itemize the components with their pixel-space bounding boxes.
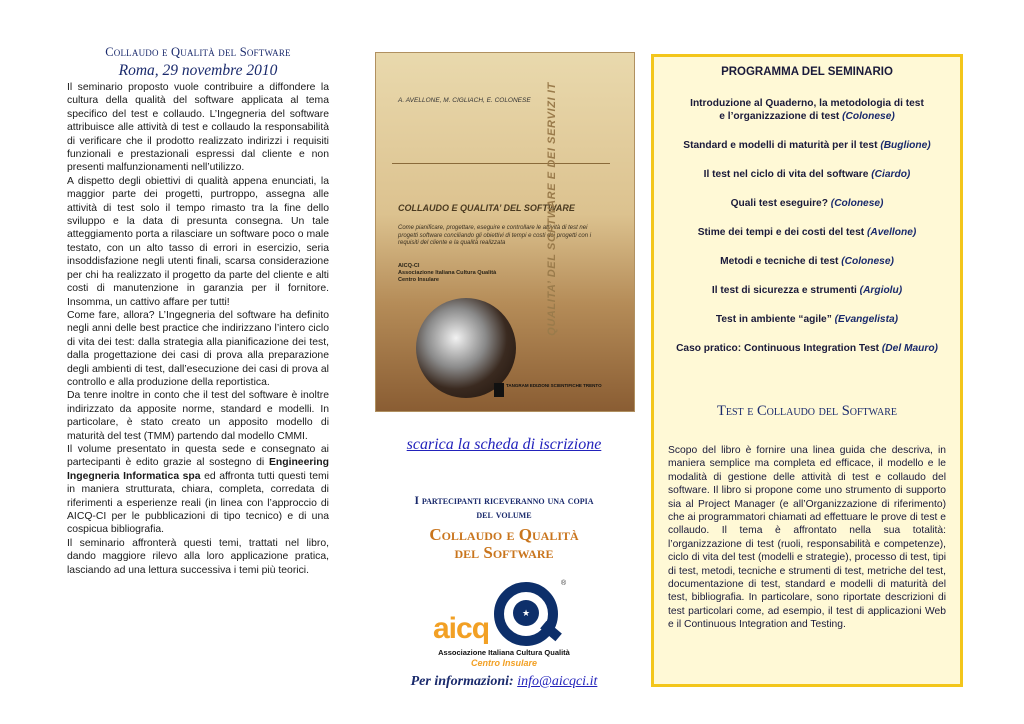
program-item-speaker: (Colonese) [842, 111, 895, 122]
program-item-speaker: (Colonese) [841, 256, 894, 267]
cover-vertical-title: QUALITA’ DEL SOFTWARE E DEI SERVIZI IT [546, 82, 558, 336]
seminar-description [67, 81, 329, 577]
participants-note-line-2: del volume [476, 509, 532, 521]
book-title-large [375, 526, 633, 562]
book-section-heading: Test e Collaudo del Software [717, 403, 897, 419]
program-item [654, 97, 960, 123]
program-item [654, 139, 960, 152]
registered-mark: ® [561, 580, 567, 587]
program-item-speaker: (Avellone) [867, 227, 917, 238]
program-item-title-cont: e l’organizzazione di test [719, 111, 840, 122]
program-item-title: Caso pratico: Continuous Integration Test [676, 343, 880, 354]
book-cover-image [375, 52, 635, 412]
eu-stars-icon: ★ [513, 600, 539, 626]
book-title-line-1: Collaudo e Qualità [429, 525, 579, 544]
program-item-title: Quali test eseguire? [730, 198, 828, 209]
paragraph-5 [67, 443, 329, 537]
program-item-title: Test in ambiente “agile” [715, 314, 832, 325]
program-item-speaker: (Colonese) [830, 198, 884, 209]
program-item [654, 255, 960, 268]
program-panel [651, 54, 963, 687]
program-item-title: Standard e modelli di maturità per il test [683, 140, 878, 151]
program-item-speaker: (Argiolu) [859, 285, 903, 296]
paragraph-3: Come fare, allora? L’Ingegneria del software ha definito negli anni delle best practice che indirizzano l’intero ciclo di vita dei test: dalla strategia alla pianificazione dei test, dalla progettazione dei casi di prova alla preparazione degli ambienti di test, dall’esecuzione dei casi di prova al controllo e alla produzione della reportistica. [67, 309, 329, 388]
program-item-speaker: (Del Mauro) [881, 343, 938, 354]
program-item-speaker: (Buglione) [880, 140, 931, 151]
program-item [654, 284, 960, 297]
contact-email-link[interactable]: info@aicqci.it [517, 674, 598, 689]
contact-info [375, 674, 633, 690]
logo-centro-name: Centro Insulare [470, 658, 537, 668]
paragraph-4: Da tenre inoltre in conto che il test del software è inoltre indirizzato da apposite norme, standard e modelli. In particolare, è stato creato un apposito modello di maturità del test (TMM) partendo dal modello CMMI. [67, 390, 329, 442]
sponsor-name: Engineering Ingegneria Informatica spa [67, 457, 329, 482]
program-item [654, 168, 960, 181]
book-description: Scopo del libro è fornire una linea guida che descriva, in maniera semplice ma completa ed efficace, il modello e le modalità di gestione delle attività di test e collaudo del software. Il libro si propone come uno strumento di supporto sia al Project Manager (e all’Organizzazione di riferimento) che ai programmatori chiamati ad effettuare le prove di test e collaudo. Il tema è affrontato nella sua totalità: l’organizzazione di test (ruoli, responsabilità e competenze), ciclo di vita del test (modelli e strategie), processo di test, tipi di test, metodi, tecniche e strumenti di test, metriche del test, documentazione di test, standard e modelli di maturità del test, bibliografia. In particolare, sono riportate descrizioni di test particolari come, ad esempio, il test di applicazioni Web e il Continuous Integration and Testing. [668, 445, 946, 631]
program-heading: PROGRAMMA DEL SEMINARIO [721, 66, 893, 78]
publisher-logo-icon [494, 383, 504, 397]
cover-org-line-2: Associazione Italiana Cultura Qualità [398, 270, 497, 276]
program-item-speaker: (Evangelista) [834, 314, 899, 325]
cover-rule [392, 163, 610, 164]
program-item-title: Stime dei tempi e dei costi del test [697, 227, 865, 238]
paragraph-1: Il seminario proposto vuole contribuire a diffondere la cultura della qualità del software applicata al tema specifico del test e collaudo. L’Ingegneria del software attribuisce alle attività di test e collaudo la responsabilità di verificare che il prodotto realizzato indirizzi i requisiti funzionali e prestazionali espressi dal cliente e non presenti malfunzionamenti nell’utilizzo. [67, 82, 329, 174]
program-item [654, 313, 960, 326]
cover-org-line-1: AICQ-CI [398, 263, 420, 269]
cover-title: COLLAUDO E QUALITA’ DEL SOFTWARE [398, 203, 575, 213]
seminar-date: Roma, 29 novembre 2010 [118, 62, 278, 79]
participants-note-line-1: I partecipanti riceveranno una copia [414, 495, 594, 507]
program-item-title: Il test nel ciclo di vita del software [703, 169, 869, 180]
program-item [654, 197, 960, 210]
paragraph-6: Il seminario affronterà questi temi, trattati nel libro, dando maggiore rilevo alla loro applicazione pratica, lasciando ad una lettura successiva i temi più teorici. [67, 537, 329, 576]
cover-description: Come pianificare, progettare, eseguire e controllare le attività di test nei progetti software conciliando gli obiettivi di tempi e costi dei progetti con i requisiti del cliente e la qualità realizzata [398, 225, 592, 246]
participants-note [375, 494, 633, 522]
logo-association-name: Associazione Italiana Cultura Qualità [438, 648, 570, 657]
program-item-title: Introduzione al Quaderno, la metodologia di test [690, 98, 924, 109]
program-list [654, 97, 960, 355]
seminar-title: Collaudo e Qualità del Software [105, 45, 291, 59]
middle-column [375, 52, 633, 690]
program-item [654, 342, 960, 355]
aicq-logo [429, 582, 579, 668]
paragraph-5-end: ed affronta tutti questi temi in maniera strutturata, chiara, completa, corredata di riferimenti a esperienze reali (in linea con l’approccio di AICQ-CI per le pubblicazioni di tipo tecnico) e di una cospicua bibliografia. [67, 470, 329, 536]
paragraph-5-start: Il volume presentato in questa sede e consegnato ai partecipanti è edito grazie al sostegno di [67, 443, 329, 469]
paragraph-2: A dispetto degli obiettivi di qualità appena enunciati, la maggior parte dei progetti, purtroppo, assegna alle attività di test solo il tempo rimasto tra la fine dello sviluppo e la data di presunta consegna. Un tale atteggiamento porta a rilasciare un software poco o male testato, con un alto tasso di errori in esercizio, seria insoddisfazione negli utenti finali, scarsa considerazione per chi ha realizzato il progetto da parte del cliente e alti costi di manutenzione in garanzia per il fornitore. Insomma, un cattivo affare per tutti! [67, 175, 329, 308]
aicq-logo-word: aicq [433, 612, 490, 645]
program-item-title: Metodi e tecniche di test [720, 256, 839, 267]
program-item [654, 226, 960, 239]
cover-publisher: TANGRAM EDIZIONI SCIENTIFICHE TRENTO [506, 383, 602, 388]
program-item-speaker: (Ciardo) [871, 169, 911, 180]
contact-label: Per informazioni: [410, 674, 514, 689]
program-item-title: Il test di sicurezza e strumenti [711, 285, 857, 296]
left-column [67, 45, 329, 577]
registration-form-link[interactable]: scarica la scheda di iscrizione [406, 436, 602, 453]
cover-org-line-3: Centro Insulare [398, 277, 440, 283]
cover-authors: A. AVELLONE, M. CIGLIACH, E. COLONESE [398, 97, 531, 104]
book-title-line-2: del Software [454, 543, 554, 562]
